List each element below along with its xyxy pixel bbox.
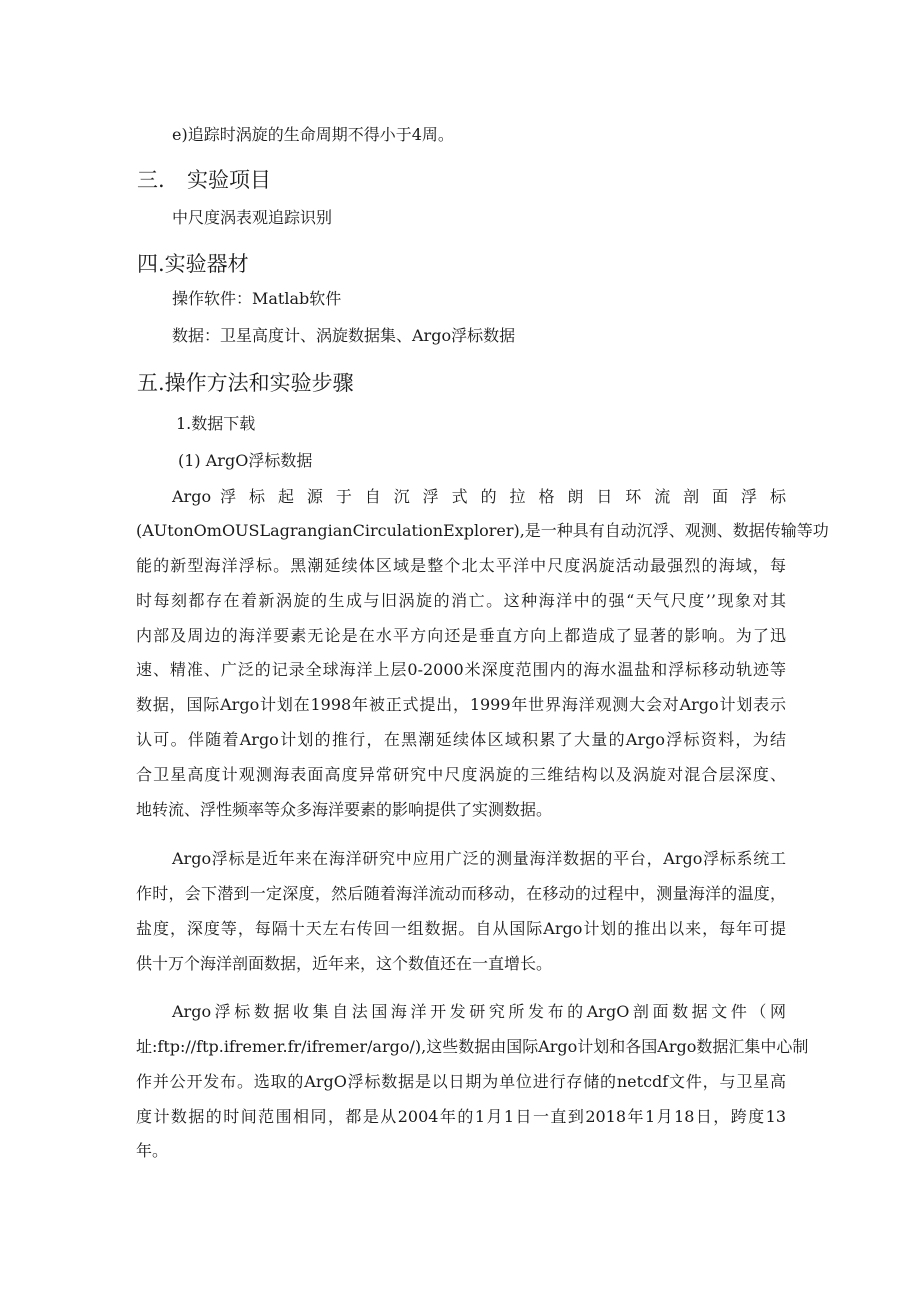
section-number: 三. xyxy=(137,168,165,192)
paragraph-line: 时每刻都存在着新涡旋的生成与旧涡旋的消亡。这种海洋中的强“天气尺度’’现象对其 xyxy=(136,591,786,610)
section-title: 实验项目 xyxy=(187,168,271,192)
section-heading-3 xyxy=(137,166,271,194)
paragraph-line: 认可。伴随着Argo计划的推行，在黑潮延续体区域积累了大量的Argo浮标资料，为结 xyxy=(136,730,786,749)
paragraph-line: 合卫星高度计观测海表面高度异常研究中尺度涡旋的三维结构以及涡旋对混合层深度、 xyxy=(136,765,786,784)
equipment-line: 数据：卫星高度计、涡旋数据集、Argo浮标数据 xyxy=(172,326,516,345)
paragraph-line: 盐度，深度等，每隔十天左右传回一组数据。自从国际Argo计划的推出以来，每年可提 xyxy=(136,919,786,938)
section-body: 中尺度涡表观追踪识别 xyxy=(172,208,333,227)
paragraph-line: 能的新型海洋浮标。黑潮延续体区域是整个北太平洋中尺度涡旋活动最强烈的海域，每 xyxy=(136,556,786,575)
paragraph-line: 度计数据的时间范围相同，都是从2004年的1月1日一直到2018年1月18日，跨度13 xyxy=(136,1107,786,1126)
paragraph-line: 地转流、浮性频率等众多海洋要素的影响提供了实测数据。 xyxy=(136,800,553,819)
paragraph-line: 址:ftp://ftp.ifremer.fr/ifremer/argo/),这些数据由国际Argo计划和各国Argo数据汇集中心制 xyxy=(136,1037,809,1056)
paragraph-line: Argo 浮 标 起 源 于 自 沉 浮 式 的 拉 格 朗 日 环 流 剖 面 浮 标 xyxy=(172,487,786,506)
paragraph-line: 数据，国际Argo计划在1998年被正式提出，1999年世界海洋观测大会对Argo计划表示 xyxy=(136,695,786,714)
section-heading-4: 四.实验器材 xyxy=(137,252,249,276)
subsubsection-heading: (1) ArgO浮标数据 xyxy=(178,451,313,470)
paragraph-line: 作时，会下潜到一定深度，然后随着海洋流动而移动，在移动的过程中，测量海洋的温度， xyxy=(136,884,786,903)
paragraph-line: Argo浮标是近年来在海洋研究中应用广泛的测量海洋数据的平台，Argo浮标系统工 xyxy=(172,849,786,868)
paragraph-line: (AUtonOmOUSLagrangianCirculationExplorer),是一种具有自动沉浮、观测、数据传输等功 xyxy=(136,521,829,540)
section-heading-5: 五.操作方法和实验步骤 xyxy=(137,371,354,395)
equipment-line: 操作软件：Matlab软件 xyxy=(172,289,342,308)
subsection-heading: 1.数据下载 xyxy=(176,414,256,433)
paragraph-line: 内部及周边的海洋要素无论是在水平方向还是垂直方向上都造成了显著的影响。为了迅 xyxy=(136,626,786,645)
paragraph-line: 作并公开发布。选取的ArgO浮标数据是以日期为单位进行存储的netcdf文件，与卫星高 xyxy=(136,1072,786,1091)
paragraph-line: 供十万个海洋剖面数据，近年来，这个数值还在一直增长。 xyxy=(136,954,553,973)
paragraph-line: Argo浮标数据收集自法国海洋开发研究所发布的ArgO剖面数据文件（网 xyxy=(172,1002,786,1021)
list-item-e: e)追踪时涡旋的生命周期不得小于4周。 xyxy=(172,125,454,144)
paragraph-line: 年。 xyxy=(136,1141,169,1160)
paragraph-line: 速、精准、广泛的记录全球海洋上层0-2000米深度范围内的海水温盐和浮标移动轨迹等 xyxy=(136,660,786,679)
